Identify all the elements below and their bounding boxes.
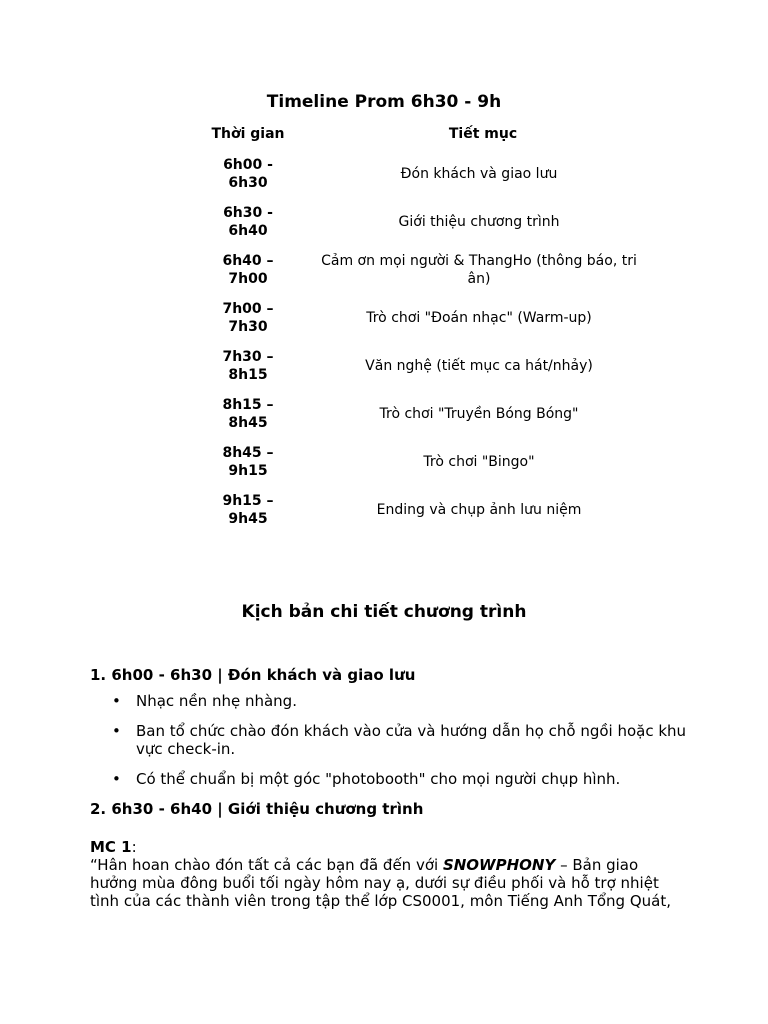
list-item: • Nhạc nền nhẹ nhàng.: [136, 692, 690, 710]
table-row: [200, 294, 670, 342]
list-item: • Ban tổ chức chào đón khách vào cửa và hướng dẫn họ chỗ ngồi hoặc khu vực check-in.: [136, 722, 690, 758]
time-cell: [200, 294, 296, 342]
time-start: 8h45 –: [222, 445, 274, 461]
part1-heading: 1. 6h00 - 6h30 | Đón khách và giao lưu: [90, 666, 416, 684]
script-content: [90, 666, 690, 910]
time-end: 9h15: [228, 463, 268, 479]
header-time: Thời gian: [211, 126, 285, 142]
document-title: Timeline Prom 6h30 - 9h: [266, 92, 502, 112]
table-row: [200, 246, 670, 294]
time-end: 8h45: [228, 415, 268, 431]
time-start: 7h00 –: [222, 301, 274, 317]
time-cell: [200, 150, 296, 198]
item-cell: Văn nghệ (tiết mục ca hát/nhảy): [365, 358, 593, 374]
time-cell: [200, 198, 296, 246]
time-end: 7h30: [228, 319, 268, 335]
table-row: [200, 486, 670, 534]
mc-quote: [90, 856, 690, 910]
table-row: [200, 342, 670, 390]
time-start: 6h30 -: [223, 205, 273, 221]
table-row: [200, 438, 670, 486]
table-header-row: [200, 120, 670, 150]
item-cell: Đón khách và giao lưu: [400, 166, 558, 182]
time-start: 6h40 –: [222, 253, 274, 269]
item-cell: Trò chơi "Bingo": [423, 454, 535, 470]
time-start: 8h15 –: [222, 397, 274, 413]
event-brand-name: SNOWPHONY: [442, 856, 556, 874]
mc-label: MC 1: [90, 838, 132, 856]
time-cell: [200, 246, 296, 294]
list-item: • Có thể chuẩn bị một góc "photobooth" cho mọi người chụp hình.: [136, 770, 690, 788]
section-title: Kịch bản chi tiết chương trình: [241, 602, 527, 622]
time-start: 6h00 -: [223, 157, 273, 173]
time-end: 6h30: [228, 175, 268, 191]
item-cell: Trò chơi "Truyền Bóng Bóng": [379, 406, 579, 422]
quote-start: “Hân hoan chào đón tất cả các bạn đã đến với: [90, 856, 443, 874]
part2-heading: 2. 6h30 - 6h40 | Giới thiệu chương trình: [90, 800, 424, 818]
header-item: Tiết mục: [448, 126, 518, 142]
table-row: [200, 150, 670, 198]
item-cell: Cảm ơn mọi người & ThangHo (thông báo, tri ân): [321, 253, 637, 287]
time-cell: [200, 342, 296, 390]
timeline-table: [200, 120, 670, 534]
item-cell: Trò chơi "Đoán nhạc" (Warm-up): [366, 310, 592, 326]
table-row: [200, 390, 670, 438]
time-end: 6h40: [228, 223, 268, 239]
item-cell: Giới thiệu chương trình: [398, 214, 560, 230]
table-row: [200, 198, 670, 246]
time-cell: [200, 486, 296, 534]
time-end: 7h00: [228, 271, 268, 287]
quote-rest: – Bản giao hưởng mùa đông buổi tối ngày hôm nay ạ, dưới sự điều phối và hỗ trợ nhiệt tình của các thành viên trong tập thể lớp CS0001, môn Tiếng Anh Tổng Quát,: [90, 856, 671, 910]
time-cell: [200, 390, 296, 438]
time-cell: [200, 438, 296, 486]
time-end: 8h15: [228, 367, 268, 383]
mc-line: [90, 838, 690, 856]
time-start: 7h30 –: [222, 349, 274, 365]
item-cell: Ending và chụp ảnh lưu niệm: [376, 502, 582, 518]
part1-bullet-list: [90, 692, 690, 788]
time-start: 9h15 –: [222, 493, 274, 509]
time-end: 9h45: [228, 511, 268, 527]
mc-colon: :: [131, 838, 137, 856]
